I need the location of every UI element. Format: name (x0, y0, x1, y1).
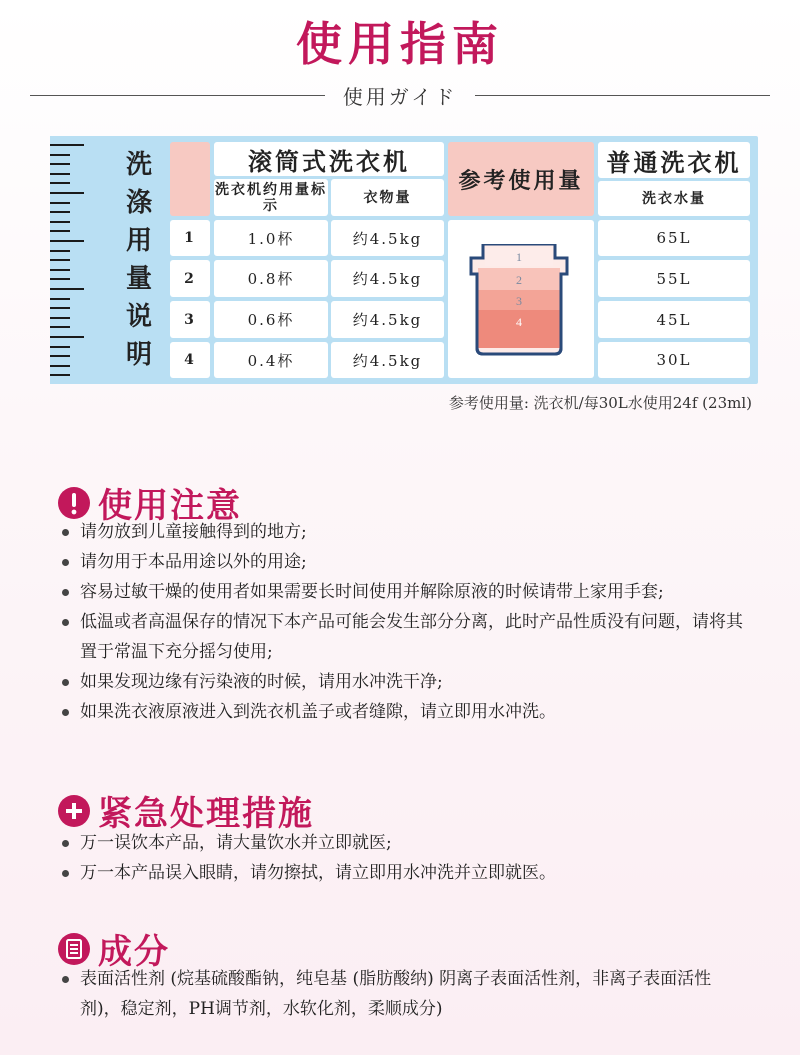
row-number: 1 (170, 220, 210, 256)
ruler-tick (50, 192, 84, 194)
ruler-tick (50, 163, 70, 165)
normal-washer-header: 普通洗衣机 (598, 142, 750, 178)
row-clothes: 约4.5kg (331, 301, 444, 338)
ruler-tick (50, 336, 84, 338)
ruler-tick (50, 288, 84, 290)
list-item: 低温或者高温保存的情况下本产品可能会发生部分分离，此时产品性质没有问题，请将其置于常温下充分摇匀使用; (60, 607, 750, 667)
caution-list (60, 517, 750, 727)
page-title: 使用指南 (296, 17, 504, 71)
divider-right (475, 95, 770, 96)
page-subtitle: 使用ガイド (342, 84, 458, 109)
ruler-tick (50, 144, 84, 146)
list-item: 容易过敏干燥的使用者如果需要长时间使用并解除原液的时候请带上家用手套; (60, 577, 750, 607)
cup-level-label: 2 (516, 273, 522, 287)
emergency-title: 紧急处理措施 (98, 794, 314, 834)
ruler-tick (50, 317, 70, 319)
row-water: 30L (598, 342, 750, 378)
reference-note: 参考使用量: 洗衣机/每30L水使用24f (23ml) (448, 394, 752, 412)
drum-clothes-header: 衣物量 (331, 179, 444, 216)
ruler-tick (50, 326, 70, 328)
table-side-title (108, 144, 170, 376)
document-list-icon (58, 933, 90, 965)
dosage-table (50, 136, 758, 384)
exclamation-icon (58, 487, 90, 519)
cup-level-label: 4 (516, 315, 522, 329)
row-amount: 0.6杯 (214, 301, 328, 338)
side-title-char: 用 (125, 226, 152, 256)
ingredients-title: 成分 (98, 932, 170, 972)
cup-level-label: 1 (516, 250, 522, 264)
ruler-tick (50, 374, 70, 376)
ruler-tick (50, 346, 70, 348)
row-water: 45L (598, 301, 750, 338)
list-item: 万一本产品误入眼睛，请勿擦拭，请立即用水冲洗并立即就医。 (60, 858, 750, 888)
ruler-tick (50, 182, 70, 184)
ruler-tick (50, 365, 70, 367)
row-water: 65L (598, 220, 750, 256)
row-number: 3 (170, 301, 210, 338)
list-item: 如果洗衣液原液进入到洗衣机盖子或者缝隙，请立即用水冲洗。 (60, 697, 750, 727)
side-title-char: 涤 (125, 188, 152, 218)
divider-left (30, 95, 325, 96)
plus-icon (58, 795, 90, 827)
ruler-tick (50, 173, 70, 175)
list-item: 请勿放到儿童接触得到的地方; (60, 517, 750, 547)
ruler-tick (50, 259, 70, 261)
cup-level-label: 3 (516, 294, 522, 308)
side-title-char: 洗 (125, 150, 152, 180)
row-amount: 0.4杯 (214, 342, 328, 378)
row-amount: 0.8杯 (214, 260, 328, 297)
subtitle-row (30, 80, 770, 110)
row-clothes: 约4.5kg (331, 260, 444, 297)
side-title-char: 说 (125, 302, 152, 332)
caution-title: 使用注意 (98, 486, 242, 526)
drum-amount-header: 洗衣机约用量标示 (214, 179, 328, 216)
header-corner-cell (170, 142, 210, 216)
row-clothes: 约4.5kg (331, 342, 444, 378)
row-clothes: 约4.5kg (331, 220, 444, 256)
ruler-tick (50, 202, 70, 204)
ruler-tick (50, 240, 84, 242)
ruler-tick (50, 221, 70, 223)
ruler-tick (50, 355, 70, 357)
ruler-tick (50, 154, 70, 156)
ruler-tick (50, 250, 70, 252)
side-title-char: 量 (125, 264, 152, 294)
row-water: 55L (598, 260, 750, 297)
ruler-decoration (50, 136, 108, 384)
ruler-tick (50, 298, 70, 300)
list-item: 如果发现边缘有污染液的时候，请用水冲洗干净; (60, 667, 750, 697)
drum-washer-header: 滚筒式洗衣机 (214, 142, 444, 176)
measuring-cup-icon (469, 244, 569, 356)
list-item: 万一误饮本产品，请大量饮水并立即就医; (60, 828, 750, 858)
ruler-tick (50, 211, 70, 213)
list-item: 请勿用于本品用途以外的用途; (60, 547, 750, 577)
ruler-tick (50, 307, 70, 309)
ruler-tick (50, 278, 70, 280)
water-amount-header: 洗衣水量 (598, 181, 750, 216)
reference-amount-header: 参考使用量 (448, 142, 594, 216)
row-amount: 1.0杯 (214, 220, 328, 256)
list-item: 表面活性剂 (烷基硫酸酯钠，纯皂基 (脂肪酸纳) 阴离子表面活性剂，非离子表面活性剂)，稳定剂，PH调节剂，水软化剂，柔顺成分) (60, 964, 750, 1024)
row-number: 4 (170, 342, 210, 378)
ruler-tick (50, 269, 70, 271)
ruler-tick (50, 230, 70, 232)
ingredients-list (60, 964, 750, 1024)
side-title-char: 明 (125, 340, 152, 370)
row-number: 2 (170, 260, 210, 297)
emergency-list (60, 828, 750, 888)
